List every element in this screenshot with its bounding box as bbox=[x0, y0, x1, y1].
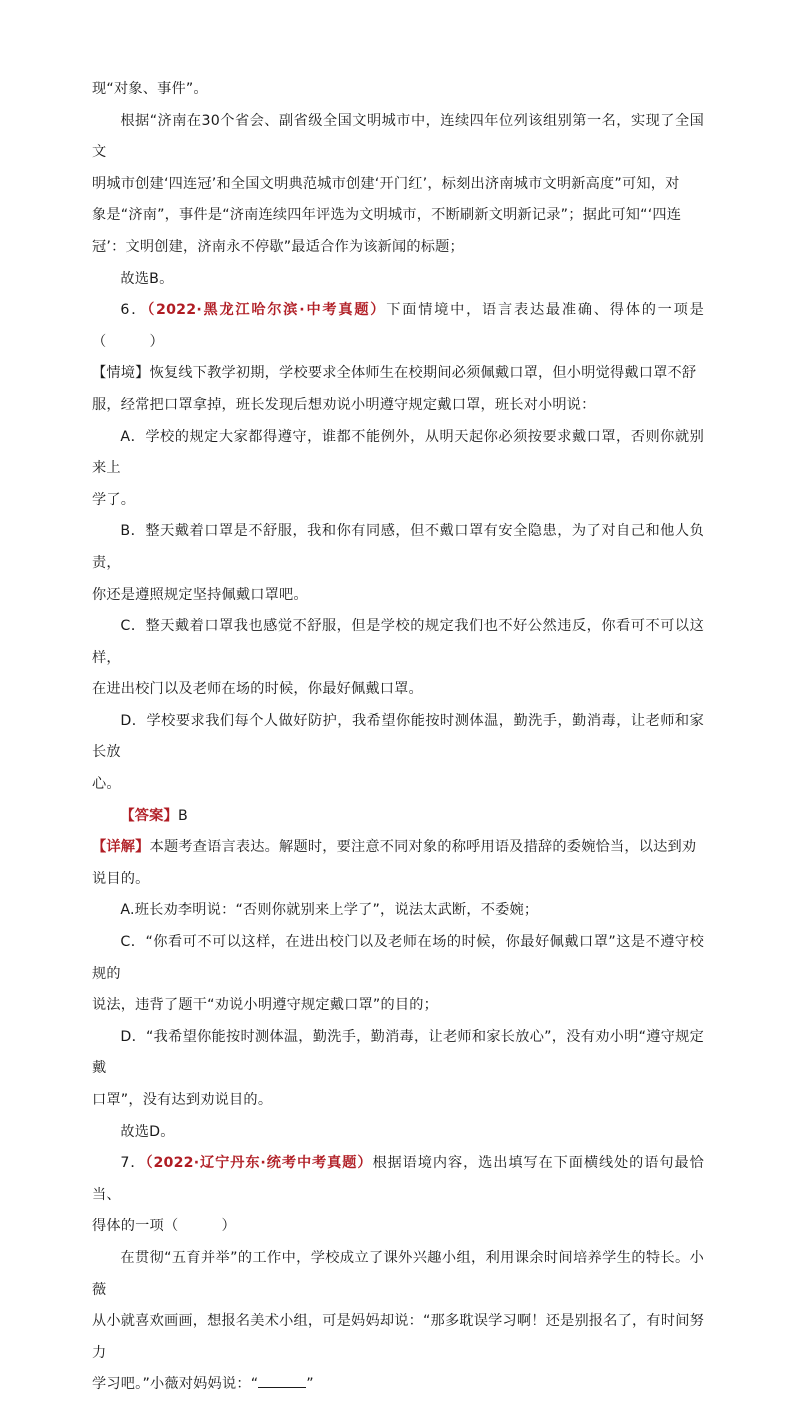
text-line: 象是“济南”，事件是“济南连续四年评选为文明城市，不断刷新文明新记录”；据此可知“‘四连 bbox=[92, 207, 682, 224]
option-c-cont: 在进出校门以及老师在场的时候，你最好佩戴口罩。 bbox=[92, 681, 423, 698]
explanation-d-cont: 口罩”，没有达到劝说目的。 bbox=[92, 1092, 273, 1108]
text-line: 明城市创建‘四连冠’和全国文明典范城市创建‘开门红’，标刻出济南城市文明新高度”可知，对 bbox=[92, 175, 680, 192]
text-line: 现“对象、事件”。 bbox=[92, 81, 208, 97]
question-source: （2022·辽宁丹东·统考中考真题） bbox=[145, 1155, 373, 1172]
text-line: 根据“济南在30个省会、副省级全国文明城市中，连续四年位列该组别第一名，实现了全国文 bbox=[92, 112, 704, 161]
detail-line: 说目的。 bbox=[92, 870, 150, 887]
body-text: ” bbox=[306, 1376, 314, 1393]
option-b: B．整天戴着口罩是不舒服，我和你有同感，但不戴口罩有安全隐患，为了对自己和他人负责， bbox=[92, 523, 704, 571]
detail-label: 【详解】 bbox=[92, 839, 150, 856]
answer-line bbox=[92, 801, 704, 833]
explanation-a: A.班长劝李明说：“否则你就别来上学了”，说法太武断，不委婉； bbox=[120, 902, 539, 919]
question-7-body: 在贯彻“五育并举”的工作中，学校成立了课外兴趣小组，利用课余时间培养学生的特长。小薇 bbox=[92, 1249, 704, 1298]
option-a-cont: 学了。 bbox=[92, 491, 136, 508]
option-c: C．整天戴着口罩我也感觉不舒服，但是学校的规定我们也不好公然违反，你看可不可以这样， bbox=[92, 618, 704, 666]
explanation-c: C．“你看可不可以这样，在进出校门以及老师在场的时候，你最好佩戴口罩”这是不遵守校规的 bbox=[92, 934, 704, 982]
scene-text: 恢复线下教学初期，学校要求全体师生在校期间必须佩戴口罩，但小明觉得戴口罩不舒 bbox=[149, 365, 697, 382]
answer-value: B bbox=[177, 807, 188, 824]
question-7-body bbox=[92, 1369, 704, 1401]
option-b-cont: 你还是遵照规定坚持佩戴口罩吧。 bbox=[92, 586, 308, 603]
question-source: （2022·黑龙江哈尔滨·中考真题） bbox=[147, 302, 387, 319]
detail-line bbox=[92, 832, 704, 864]
option-d-cont: 心。 bbox=[92, 776, 121, 793]
question-text: 下面情境中，语言表达最准确、得体的一项是（ ） bbox=[92, 302, 704, 350]
text-line: 故选B。 bbox=[120, 270, 174, 287]
question-7-stem-cont: 得体的一项（ ） bbox=[92, 1218, 236, 1235]
question-number: 7． bbox=[120, 1155, 146, 1172]
text-line: 冠’：文明创建，济南永不停歇”最适合作为该新闻的标题； bbox=[92, 238, 464, 255]
document-content bbox=[92, 74, 704, 1401]
option-d: D．学校要求我们每个人做好防护，我希望你能按时测体温，勤洗手，勤消毒，让老师和家长放 bbox=[92, 712, 704, 761]
detail-text: 本题考查语言表达。解题时，要注意不同对象的称呼用语及措辞的委婉恰当，以达到劝 bbox=[149, 839, 697, 856]
question-6-stem bbox=[92, 295, 704, 358]
answer-blank[interactable] bbox=[258, 1369, 306, 1388]
body-text: 学习吧。”小薇对妈妈说：“ bbox=[92, 1376, 259, 1393]
question-text: 根据语境内容，选出填写在下面横线处的语句最恰当、 bbox=[92, 1155, 704, 1203]
question-number: 6． bbox=[120, 302, 148, 319]
option-a: A．学校的规定大家都得遵守，谁都不能例外，从明天起你必须按要求戴口罩，否则你就别来上 bbox=[92, 428, 704, 477]
scene-line: 服，经常把口罩拿掉，班长发现后想劝说小明遵守规定戴口罩，班长对小明说： bbox=[92, 396, 596, 413]
explanation-c-cont: 说法，违背了题干“劝说小明遵守规定戴口罩”的目的； bbox=[92, 997, 439, 1014]
scene-label: 【情境】 bbox=[92, 365, 150, 382]
scene-line bbox=[92, 358, 704, 390]
question-7-body: 从小就喜欢画画，想报名美术小组，可是妈妈却说：“那多耽误学习啊！还是别报名了，有时间努力 bbox=[92, 1313, 704, 1361]
answer-label: 【答案】 bbox=[120, 807, 178, 824]
question-7-stem bbox=[92, 1148, 704, 1211]
explanation-d: D．“我希望你能按时测体温，勤洗手，勤消毒，让老师和家长放心”，没有劝小明“遵守规定戴 bbox=[92, 1028, 704, 1077]
conclusion: 故选D。 bbox=[120, 1123, 175, 1140]
